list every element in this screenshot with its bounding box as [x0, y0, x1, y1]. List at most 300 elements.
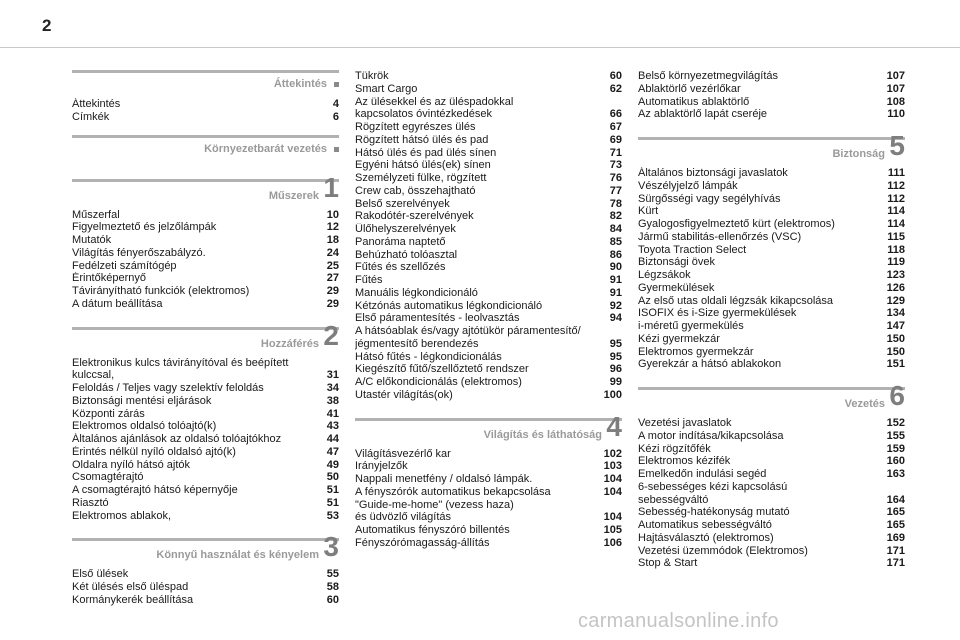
entry-page: 165	[886, 519, 905, 531]
entry-page: 165	[886, 506, 905, 519]
entry-page: 77	[609, 184, 622, 197]
entry-page: 10	[326, 208, 339, 221]
section-header	[638, 130, 905, 164]
toc-entry[interactable]	[638, 256, 905, 269]
entry-title: Az első utas oldali légzsák kikapcsolása	[638, 294, 834, 307]
entry-title: Kormánykerék beállítása	[72, 593, 194, 606]
entry-page: 29	[326, 297, 339, 310]
entry-page: 152	[886, 417, 905, 429]
section-title: Hozzáférés	[260, 337, 319, 350]
entry-page: 112	[887, 179, 905, 192]
entry-title: Emelkedőn indulási segéd	[638, 468, 767, 480]
entry-title: Mutatók	[72, 234, 112, 246]
toc-entry[interactable]	[355, 524, 622, 537]
entry-title: Rögzített egyrészes ülés	[355, 121, 476, 133]
entry-title: Figyelmeztető és jelzőlámpák	[72, 221, 217, 234]
toc-entry[interactable]	[355, 210, 622, 223]
entry-page: 123	[886, 269, 905, 281]
entry-title: Gyerekzár a hátsó ablakokon	[638, 358, 782, 371]
toc-entry[interactable]	[355, 473, 622, 486]
entry-page: 110	[887, 108, 905, 121]
square-bullet-icon	[334, 147, 339, 152]
toc-entry[interactable]	[72, 484, 339, 497]
entry-title: Kézi gyermekzár	[638, 332, 720, 345]
toc-entry[interactable]	[638, 218, 905, 231]
entry-title: Az ülésekkel és az üléspadokkal	[355, 95, 514, 108]
entry-page: 91	[609, 286, 622, 299]
entry-title: A motor indítása/kikapcsolása	[638, 429, 784, 442]
toc-entry[interactable]	[355, 312, 622, 325]
entry-page: 160	[886, 455, 905, 468]
section-number: 2	[323, 319, 339, 351]
section-gap	[638, 371, 905, 385]
entry-title: és üdvözlő világítás	[355, 511, 451, 524]
section-header	[72, 171, 339, 206]
section-header	[72, 319, 339, 354]
toc-entry[interactable]	[72, 221, 339, 234]
entry-page: 150	[886, 332, 905, 345]
entry-title: Smart Cargo	[355, 82, 418, 95]
page-header	[0, 0, 960, 48]
toc-entry[interactable]	[638, 468, 905, 481]
entry-title: A fényszórók automatikus bekapcsolása	[355, 485, 551, 498]
entry-title: Riasztó	[72, 496, 109, 509]
section-number: 1	[323, 171, 339, 203]
toc-entry[interactable]	[72, 111, 339, 124]
entry-page: 107	[886, 82, 905, 95]
toc-entry[interactable]	[355, 363, 622, 376]
entry-page: 60	[609, 70, 622, 82]
toc-entry[interactable]	[355, 134, 622, 147]
toc-entry[interactable]	[355, 511, 622, 524]
entry-title: Kiegészítő fűtő/szellőztető rendszer	[355, 363, 529, 376]
toc-entry[interactable]	[638, 231, 905, 244]
entry-page: 104	[603, 485, 622, 498]
entry-title: Hátsó fűtés - légkondicionálás	[355, 350, 502, 363]
entry-title: Rögzített hátsó ülés és pad	[355, 133, 489, 146]
toc-entry[interactable]	[638, 358, 905, 371]
toc-entry[interactable]	[355, 249, 622, 262]
toc-column-1	[72, 70, 339, 607]
entry-page: 44	[326, 433, 339, 445]
entry-title: ISOFIX és i-Size gyermekülések	[638, 307, 797, 320]
entry-page: 94	[609, 312, 622, 325]
section-gap	[72, 124, 339, 135]
entry-page: 38	[326, 394, 339, 407]
entry-title: Biztonsági övek	[638, 256, 716, 269]
entry-title: kulccsal,	[72, 369, 115, 382]
toc-entry[interactable]	[638, 83, 905, 96]
section-gap	[72, 163, 339, 177]
toc-entry[interactable]	[355, 338, 622, 351]
section-title: Biztonság	[832, 148, 885, 160]
toc-column-3	[638, 70, 905, 570]
section-gap	[355, 402, 622, 416]
toc-entry[interactable]	[355, 185, 622, 198]
toc-entry[interactable]	[355, 147, 622, 160]
entry-page: 51	[326, 496, 339, 509]
section-gap	[638, 121, 905, 135]
toc-entry[interactable]	[72, 420, 339, 433]
entry-page: 73	[609, 159, 622, 172]
toc-entry[interactable]	[355, 389, 622, 402]
entry-title: Panoráma naptető	[355, 235, 446, 248]
entry-title: kapcsolatos óvintézkedések	[355, 108, 492, 121]
entry-title: Érintőképernyő	[72, 272, 146, 285]
entry-page: 171	[886, 557, 905, 570]
toc-entry[interactable]	[72, 98, 339, 111]
entry-page: 147	[886, 320, 905, 332]
entry-title: Fényszórómagasság-állítás	[355, 536, 490, 549]
entry-title: Gyermekülések	[638, 281, 715, 294]
entry-page: 118	[887, 243, 905, 256]
toc-entry[interactable]	[355, 460, 622, 473]
entry-title: Kürt	[638, 205, 659, 218]
toc-entry[interactable]	[355, 159, 622, 172]
entry-title: jégmentesítő berendezés	[355, 337, 479, 350]
section-header	[355, 410, 622, 445]
toc-entry[interactable]	[638, 519, 905, 532]
entry-title: Behúzható tolóasztal	[355, 248, 458, 261]
section-gap	[72, 311, 339, 325]
entry-title: Személyzeti fülke, rögzített	[355, 172, 487, 184]
toc-entry[interactable]	[72, 568, 339, 581]
entry-page: 105	[603, 524, 622, 536]
entry-page: 159	[886, 442, 905, 455]
toc-entry[interactable]	[355, 172, 622, 185]
toc-entry[interactable]	[638, 295, 905, 308]
entry-title: Jármű stabilitás-ellenőrzés (VSC)	[638, 230, 802, 243]
entry-title: Fedélzeti számítógép	[72, 259, 177, 272]
toc-entry[interactable]	[638, 282, 905, 295]
toc-entry[interactable]	[72, 382, 339, 395]
entry-title: Kétzónás automatikus légkondicionáló	[355, 299, 543, 312]
entry-title: Világítás fényerőszabályzó.	[72, 246, 206, 259]
entry-title: Vezetési javaslatok	[638, 417, 732, 429]
entry-page: 12	[326, 221, 339, 234]
entry-page: 106	[603, 536, 622, 549]
toc-entry[interactable]	[638, 443, 905, 456]
section-title: Világítás és láthatóság	[483, 428, 602, 441]
toc-entry[interactable]	[72, 581, 339, 594]
entry-title: Érintés nélkül nyíló oldalsó ajtó(k)	[72, 445, 236, 458]
entry-title: Fűtés és szellőzés	[355, 261, 446, 274]
entry-title: Toyota Traction Select	[638, 243, 747, 256]
toc-entry[interactable]	[72, 369, 339, 382]
section-number: 3	[323, 531, 339, 563]
entry-page: 76	[609, 172, 622, 184]
section-header	[72, 70, 339, 95]
entry-page: 34	[326, 382, 339, 394]
toc-entry[interactable]	[72, 497, 339, 510]
section-header	[638, 380, 905, 414]
entry-title: Feloldás / Teljes vagy szelektív feloldás	[72, 382, 264, 394]
entry-title: Tükrök	[355, 70, 389, 82]
entry-title: Általános ajánlások az oldalsó tolóajtókhoz	[72, 433, 282, 445]
toc-entry[interactable]	[638, 333, 905, 346]
toc-entry[interactable]	[638, 455, 905, 468]
entry-title: Címkék	[72, 110, 110, 123]
entry-page: 31	[326, 369, 339, 382]
section-title: Áttekintés	[273, 78, 327, 90]
toc-entry[interactable]	[72, 285, 339, 298]
entry-title: Két ülésés első üléspad	[72, 581, 189, 593]
entry-title: Első ülések	[72, 568, 129, 581]
toc-entry[interactable]	[638, 557, 905, 570]
entry-page: 47	[326, 445, 339, 458]
entry-title: Nappali menetfény / oldalsó lámpák.	[355, 473, 533, 485]
toc-entry[interactable]	[638, 307, 905, 320]
entry-page: 66	[609, 108, 622, 121]
toc-entry[interactable]	[355, 287, 622, 300]
entry-title: Automatikus ablaktörlő	[638, 95, 750, 108]
entry-page: 58	[326, 581, 339, 593]
toc-entry[interactable]	[72, 471, 339, 484]
entry-page: 50	[326, 471, 339, 484]
toc-entry[interactable]	[355, 300, 622, 313]
entry-title: Crew cab, összehajtható	[355, 184, 476, 197]
toc-entry[interactable]	[355, 198, 622, 211]
entry-page: 82	[609, 210, 622, 223]
entry-page: 100	[603, 388, 622, 401]
section-title: Műszerek	[268, 189, 319, 202]
section-header	[72, 135, 339, 160]
toc-entry[interactable]	[638, 430, 905, 443]
entry-page: 27	[326, 272, 339, 285]
entry-title: Központi zárás	[72, 407, 145, 420]
entry-title: Légzsákok	[638, 269, 691, 281]
toc-entry[interactable]	[72, 408, 339, 421]
entry-page: 150	[886, 345, 905, 358]
entry-title: Oldalra nyíló hátsó ajtók	[72, 458, 191, 471]
entry-page: 41	[326, 407, 339, 420]
entry-title: Belső szerelvények	[355, 197, 450, 210]
toc-entry[interactable]	[638, 205, 905, 218]
entry-page: 51	[326, 484, 339, 496]
entry-title: Ablaktörlő vezérlőkar	[638, 82, 741, 95]
entry-page: 49	[326, 458, 339, 471]
entry-title: Általános biztonsági javaslatok	[638, 167, 788, 179]
toc-entry[interactable]	[355, 351, 622, 364]
entry-title: Gyalogosfigyelmeztető kürt (elektromos)	[638, 218, 835, 230]
toc-entry[interactable]	[355, 70, 622, 83]
entry-page: 24	[326, 246, 339, 259]
section-title: Környezetbarát vezetés	[204, 142, 327, 155]
entry-title: Ülőhelyszerelvények	[355, 223, 456, 235]
toc-entry[interactable]	[638, 481, 905, 494]
entry-page: 129	[886, 294, 905, 307]
entry-title: Vezetési üzemmódok (Elektromos)	[638, 544, 808, 557]
toc-entry[interactable]	[72, 357, 339, 370]
entry-page: 163	[886, 468, 905, 480]
section-number: 5	[889, 130, 905, 161]
section-number: 4	[606, 410, 622, 442]
square-bullet-icon	[334, 82, 339, 87]
entry-title: Sebesség-hatékonyság mutató	[638, 506, 790, 519]
entry-page: 155	[886, 429, 905, 442]
section-title: Könnyű használat és kényelem	[156, 549, 319, 562]
entry-title: Utastér világítás(ok)	[355, 388, 453, 401]
entry-page: 53	[326, 509, 339, 522]
toc-entry[interactable]	[355, 261, 622, 274]
toc-entry[interactable]	[355, 236, 622, 249]
toc-entry[interactable]	[638, 108, 905, 121]
entry-title: Belső környezetmegvilágítás	[638, 70, 779, 82]
toc-entry[interactable]	[72, 298, 339, 311]
entry-title: Első páramentesítés - leolvasztás	[355, 312, 520, 325]
section-number: 6	[889, 380, 905, 411]
toc-entry[interactable]	[638, 269, 905, 282]
entry-page: 86	[609, 248, 622, 261]
toc-entry[interactable]	[638, 70, 905, 83]
entry-title: Vészélyjelző lámpák	[638, 179, 738, 192]
entry-title: Világításvezérlő kar	[355, 447, 451, 460]
entry-title: A/C előkondicionálás (elektromos)	[355, 376, 522, 388]
entry-page: 126	[886, 281, 905, 294]
entry-title: Biztonsági mentési eljárások	[72, 394, 212, 407]
section-gap	[72, 522, 339, 536]
toc-entry[interactable]	[355, 223, 622, 236]
entry-page: 169	[886, 531, 905, 544]
toc-entry[interactable]	[638, 320, 905, 333]
entry-page: 104	[603, 473, 622, 485]
entry-title: Egyéni hátsó ülés(ek) sínen	[355, 159, 491, 172]
toc-entry[interactable]	[355, 121, 622, 134]
entry-page: 43	[326, 420, 339, 433]
entry-page: 95	[609, 337, 622, 350]
entry-page: 114	[887, 218, 905, 230]
entry-title: Elektromos oldalsó tolóajtó(k)	[72, 420, 217, 433]
entry-title: Rakodótér-szerelvények	[355, 210, 474, 223]
entry-title: Kézi rögzítőfék	[638, 442, 711, 455]
entry-title: i-méretű gyermekülés	[638, 320, 744, 332]
toc-entry[interactable]	[638, 244, 905, 257]
toc-entry[interactable]	[355, 274, 622, 287]
entry-title: Elektronikus kulcs távirányítóval és beépített	[72, 356, 289, 369]
entry-page: 103	[603, 460, 622, 473]
entry-page: 67	[609, 121, 622, 133]
toc-entry[interactable]	[72, 433, 339, 446]
entry-page: 95	[609, 350, 622, 363]
entry-title: A hátsóablak és/vagy ajtótükör páramentesítő/	[355, 325, 581, 337]
toc-entry[interactable]	[72, 234, 339, 247]
entry-title: 6-sebességes kézi kapcsolású	[638, 480, 788, 493]
toc-entry[interactable]	[355, 448, 622, 461]
entry-page: 25	[326, 259, 339, 272]
entry-title: Fűtés	[355, 274, 383, 286]
toc-entry[interactable]	[638, 180, 905, 193]
entry-page: 134	[886, 307, 905, 320]
entry-page: 6	[332, 110, 339, 123]
toc-entry[interactable]	[355, 96, 622, 109]
toc-entry[interactable]	[72, 594, 339, 607]
watermark: carmanualsonline.info	[578, 610, 779, 632]
toc-entry[interactable]	[638, 494, 905, 507]
toc-entry[interactable]	[638, 545, 905, 558]
entry-title: Műszerfal	[72, 208, 120, 221]
entry-title: Automatikus fényszóró billentés	[355, 524, 510, 536]
entry-page: 69	[609, 133, 622, 146]
entry-title: sebességváltó	[638, 493, 709, 506]
entry-page: 164	[886, 493, 905, 506]
entry-page: 108	[886, 95, 905, 108]
entry-title: A dátum beállítása	[72, 297, 163, 310]
entry-page: 71	[609, 146, 622, 159]
entry-page: 91	[609, 274, 622, 286]
toc-entry[interactable]	[638, 417, 905, 430]
toc-entry[interactable]	[72, 446, 339, 459]
section-header	[72, 531, 339, 565]
toc-entry[interactable]	[638, 193, 905, 206]
entry-page: 90	[609, 261, 622, 274]
entry-page: 4	[332, 98, 339, 110]
entry-title: Elektromos kézifék	[638, 455, 731, 468]
toc-entry[interactable]	[638, 532, 905, 545]
entry-page: 112	[887, 192, 905, 205]
entry-title: Sürgősségi vagy segélyhívás	[638, 192, 781, 205]
entry-page: 18	[326, 234, 339, 246]
toc-entry[interactable]	[638, 167, 905, 180]
toc-entry[interactable]	[72, 260, 339, 273]
entry-page: 151	[886, 358, 905, 371]
entry-title: Elektromos ablakok,	[72, 509, 172, 522]
toc-entry[interactable]	[355, 537, 622, 550]
entry-page: 84	[609, 223, 622, 235]
toc-column-2	[355, 70, 622, 550]
entry-page: 78	[609, 197, 622, 210]
entry-page: 62	[609, 82, 622, 95]
toc-entry[interactable]	[355, 108, 622, 121]
entry-page: 107	[886, 70, 905, 82]
toc-entry[interactable]	[355, 376, 622, 389]
entry-title: Távirányítható funkciók (elektromos)	[72, 285, 250, 297]
entry-page: 55	[326, 568, 339, 581]
entry-title: Stop & Start	[638, 557, 698, 570]
entry-title: Elektromos gyermekzár	[638, 345, 754, 358]
toc-entry[interactable]	[355, 499, 622, 512]
entry-title: Irányjelzők	[355, 460, 408, 473]
toc-entry[interactable]	[72, 395, 339, 408]
entry-page: 60	[326, 593, 339, 606]
entry-page: 29	[326, 285, 339, 297]
entry-page: 92	[609, 299, 622, 312]
page-number: 2	[42, 16, 52, 35]
entry-page: 85	[609, 235, 622, 248]
entry-page: 111	[887, 167, 905, 179]
entry-page: 171	[886, 544, 905, 557]
entry-title: Manuális légkondicionáló	[355, 286, 478, 299]
toc-entry[interactable]	[72, 272, 339, 285]
toc-entry[interactable]	[355, 486, 622, 499]
entry-page: 115	[887, 230, 905, 243]
entry-title: Automatikus sebességváltó	[638, 519, 772, 531]
toc-entry[interactable]	[638, 96, 905, 109]
toc-entry[interactable]	[355, 83, 622, 96]
entry-title: Az ablaktörlő lapát cseréje	[638, 108, 768, 121]
toc-entry[interactable]	[72, 209, 339, 222]
entry-title: A csomagtérajtó hátsó képernyője	[72, 484, 238, 496]
toc-entry[interactable]	[72, 459, 339, 472]
toc-entry[interactable]	[72, 510, 339, 523]
entry-title: Hajtásválasztó (elektromos)	[638, 531, 774, 544]
toc-entry[interactable]	[355, 325, 622, 338]
toc-entry[interactable]	[72, 247, 339, 260]
toc-entry[interactable]	[638, 506, 905, 519]
section-title: Vezetés	[844, 398, 885, 410]
entry-title: "Guide-me-home" (vezess haza)	[355, 498, 514, 511]
toc-entry[interactable]	[638, 346, 905, 359]
entry-page: 114	[887, 205, 905, 218]
